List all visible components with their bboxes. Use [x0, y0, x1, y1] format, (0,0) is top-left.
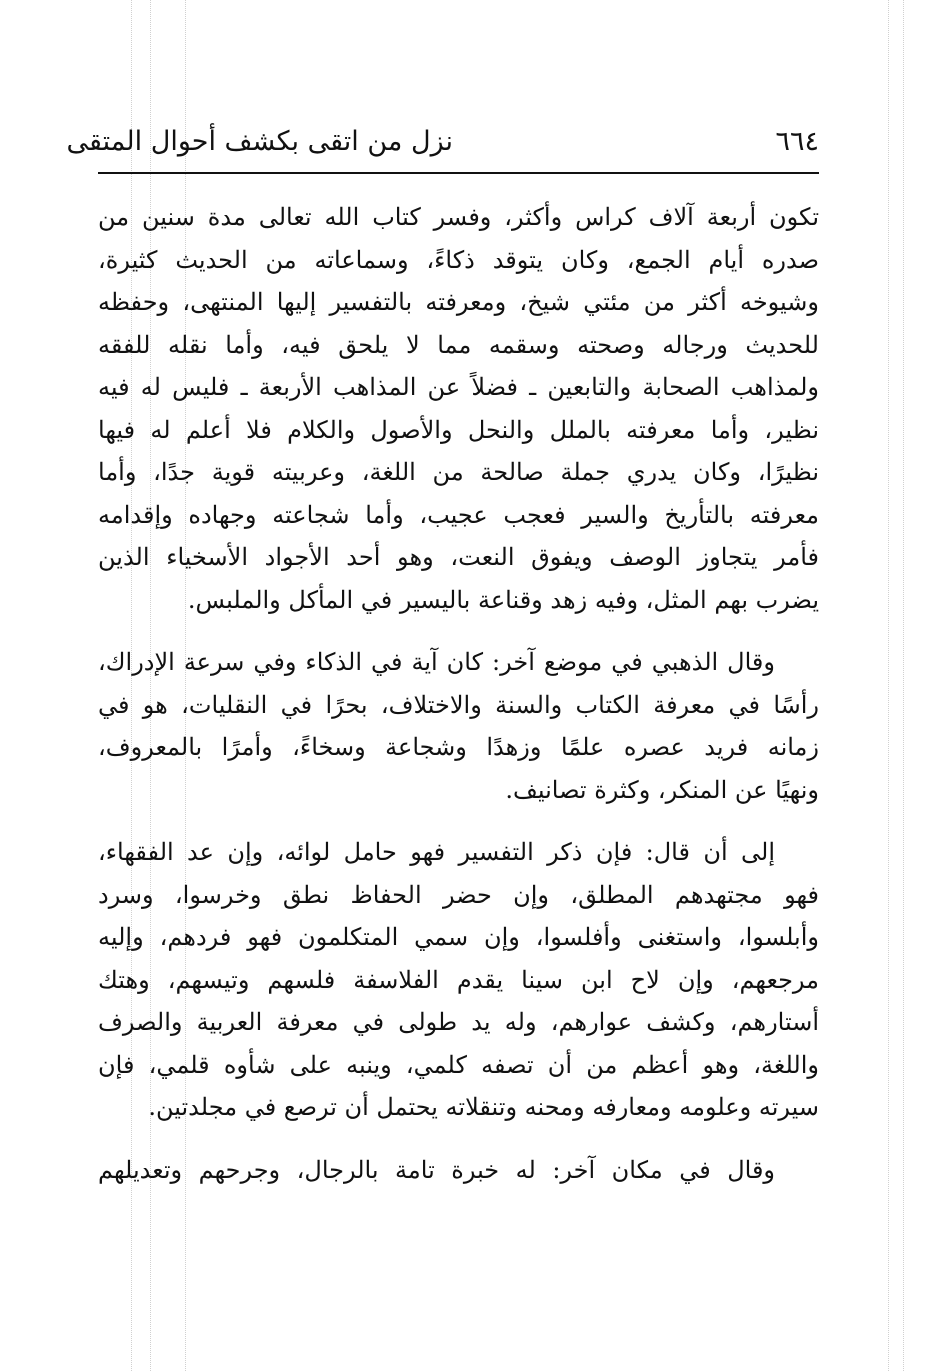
text-line: معرفته بالتأريخ والسير فعجب عجيب، وأما شجاعته وجهاده وإقدامه	[98, 500, 819, 529]
text-line: صدره أيام الجمع، وكان يتوقد ذكاءً، وسماعاته من الحديث كثيرة،	[98, 245, 820, 274]
text-line: للحديث ورجاله وصحته وسقمه مما لا يلحق فيه، وأما نقله للفقه	[98, 330, 819, 359]
text-line: ولمذاهب الصحابة والتابعين ـ فضلاً عن المذاهب الأربعة ـ فليس له فيه	[98, 373, 819, 401]
scan-guide-line	[903, 0, 904, 1371]
scan-guide-line	[888, 0, 889, 1371]
paragraph-3	[98, 831, 819, 1129]
paragraph-4	[98, 1149, 819, 1192]
text-line: سيرته وعلومه ومعارفه ومحنه وتنقلاته يحتمل أن ترصع في مجلدتين.	[148, 1093, 819, 1121]
running-header	[66, 118, 819, 170]
text-line: وشيوخه أكثر من مئتي شيخ، ومعرفته بالتفسير إليها المنتهى، وحفظه	[98, 288, 819, 316]
text-line: وأبلسوا، واستغنى وأفلسوا، وإن سمي المتكلمون فهو فردهم، وإليه	[98, 923, 819, 951]
text-line: وقال في مكان آخر: له خبرة تامة بالرجال، وجرحهم وتعديلهم	[98, 1155, 775, 1184]
text-line: رأسًا في معرفة الكتاب والسنة والاختلاف، بحرًا في النقليات، هو في	[98, 690, 819, 719]
text-line: نظيرًا، وكان يدري جملة صالحة من اللغة، وعربيته قوية جدًا، وأما	[98, 458, 819, 486]
text-line: فأمر يتجاوز الوصف ويفوق النعت، وهو أحد الأجواد الأسخياء الذين	[98, 543, 819, 571]
body-text	[98, 196, 819, 1191]
text-line: فهو مجتهدهم المطلق، وإن حضر الحفاظ نطق وخرسوا، وسرد	[98, 880, 819, 909]
text-line: مرجعهم، وإن لاح ابن سينا يقدم الفلاسفة فلسهم وتيسهم، وهتك	[98, 965, 819, 994]
text-line: زمانه فريد عصره علمًا وزهدًا وشجاعة وسخاءً، وأمرًا بالمعروف،	[98, 733, 819, 761]
text-line: تكون أربعة آلاف كراس وأكثر، وفسر كتاب الله تعالى مدة سنين من	[98, 203, 819, 231]
text-line: نظير، وأما معرفته بالملل والنحل والأصول والكلام فلا أعلم له فيها	[98, 415, 819, 444]
header-rule	[98, 172, 819, 174]
text-line: إلى أن قال: فإن ذكر التفسير فهو حامل لوائه، وإن عد الفقهاء،	[98, 838, 775, 866]
page-number: ٦٦٤	[775, 126, 819, 157]
paragraph-1	[98, 196, 819, 621]
paragraph-2	[98, 641, 819, 811]
text-line: واللغة، وهو أعظم من أن تصفه كلمي، وينبه على شأوه قلمي، فإن	[98, 1050, 819, 1079]
text-line: يضرب بهم المثل، وفيه زهد وقناعة باليسير في المأكل والملبس.	[187, 585, 819, 614]
text-line: ونهيًا عن المنكر، وكثرة تصانيف.	[505, 775, 819, 804]
text-line: أستارهم، وكشف عوارهم، وله يد طولى في معرفة العربية والصرف	[98, 1008, 819, 1036]
text-line: وقال الذهبي في موضع آخر: كان آية في الذكاء وفي سرعة الإدراك،	[98, 648, 775, 676]
header-title: نزل من اتقى بكشف أحوال المتقى	[66, 126, 453, 157]
